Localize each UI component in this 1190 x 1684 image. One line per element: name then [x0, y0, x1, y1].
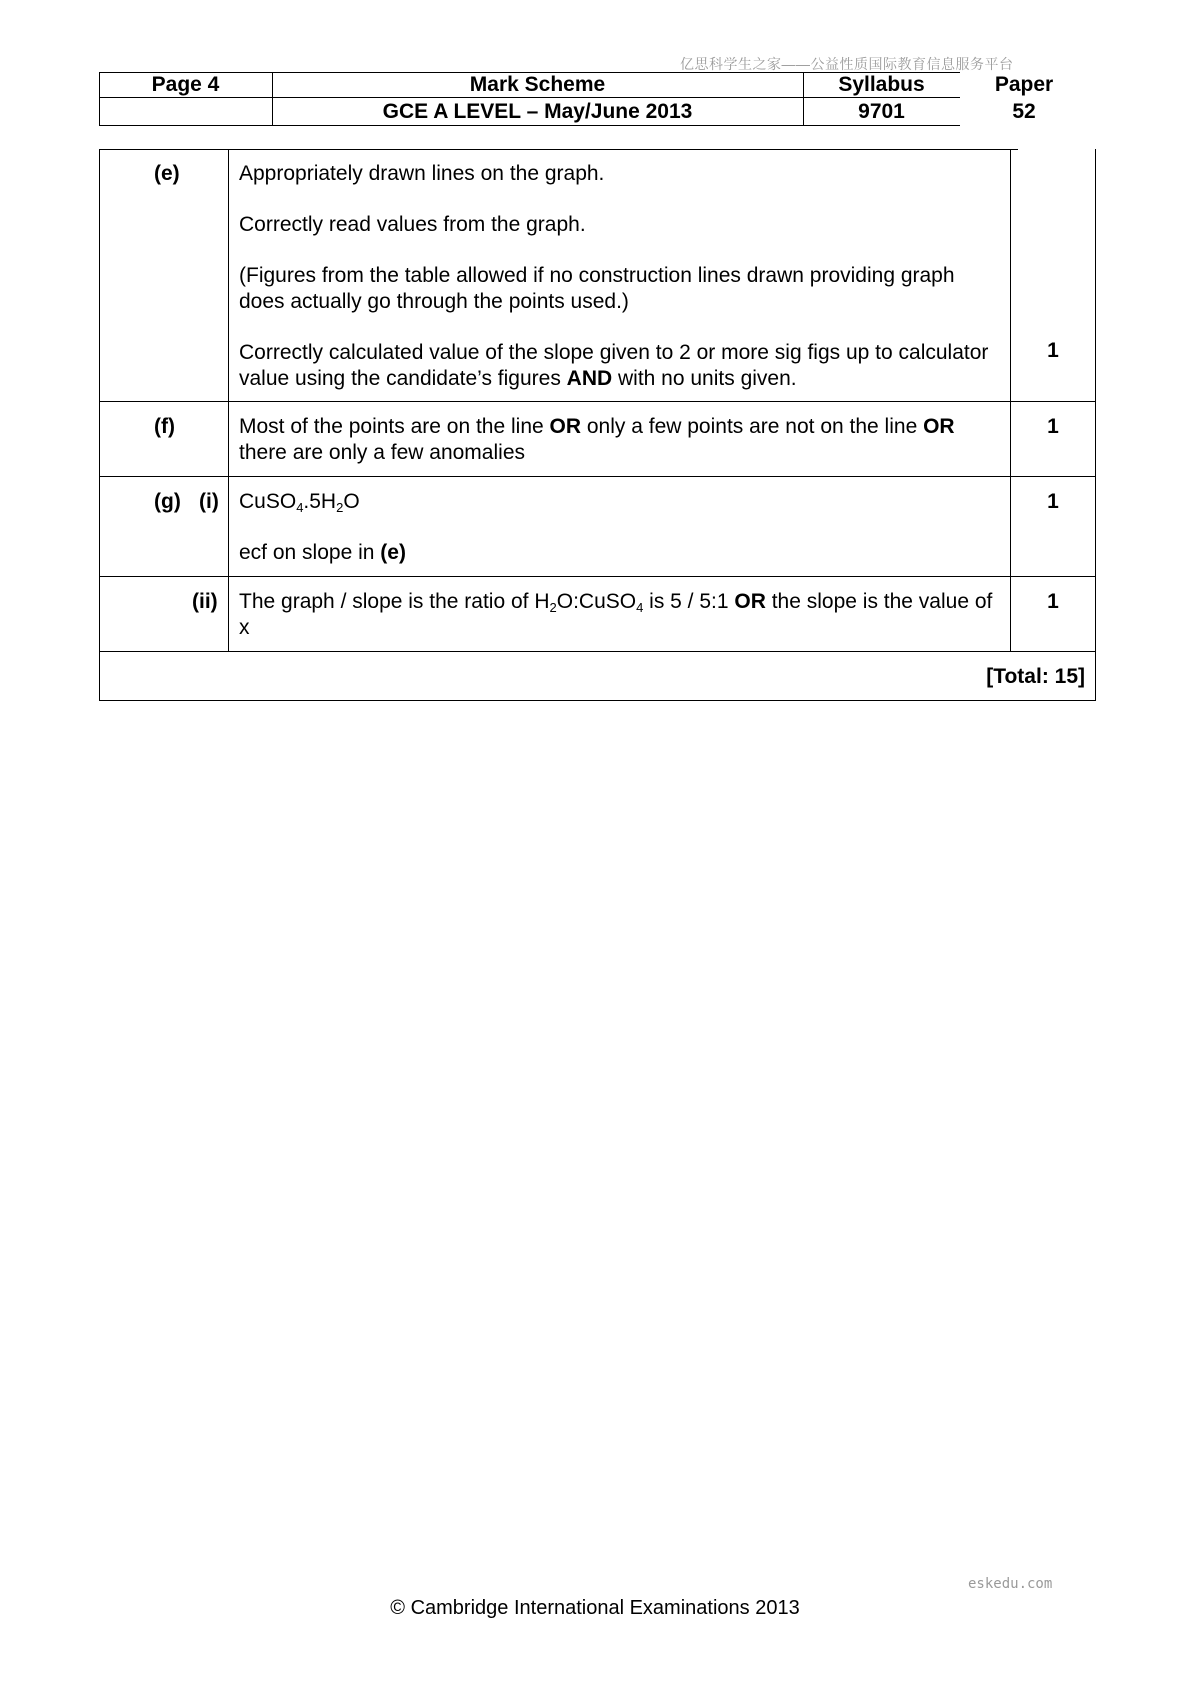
question-label-g-i: (i): [199, 490, 219, 513]
row-g-ii: [99, 577, 1096, 652]
mark-e: 1: [1047, 339, 1059, 362]
answer-g-ii: The graph / slope is the ratio of $H_2O:CuSO_4$ is 5 / 5:1 OR the slope is the value of x: [239, 590, 993, 639]
mark-g-i: 1: [1047, 490, 1059, 513]
page-number: Page 4: [151, 73, 220, 96]
paper-label: Paper: [994, 73, 1054, 96]
row-f: [99, 402, 1096, 477]
answer-e-line-2: Correctly read values from the graph.: [239, 213, 586, 236]
answer-f: Most of the points are on the line OR only a few points are not on the line OR there are only a few anomalies: [239, 415, 955, 464]
mark-scheme-table: [99, 149, 1096, 701]
question-label-g: (g): [154, 490, 181, 513]
mark-g-ii: 1: [1047, 590, 1059, 613]
syllabus-code: 9701: [858, 100, 905, 123]
row-g-i: [99, 477, 1096, 577]
answer-e-line-1: Appropriately drawn lines on the graph.: [239, 162, 605, 185]
question-label-e: (e): [154, 162, 180, 185]
document-title: Mark Scheme: [469, 73, 606, 96]
total-marks: [Total: 15]: [986, 665, 1085, 688]
formula-copper-sulfate: $CuSO_4.5H_2O$: [239, 490, 360, 515]
exam-name: GCE A LEVEL – May/June 2013: [382, 100, 693, 123]
answer-e-line-3: (Figures from the table allowed if no construction lines drawn providing graph does actually go through the points used.): [239, 264, 955, 313]
paper-number: 52: [1012, 100, 1036, 123]
copyright-footer: © Cambridge International Examinations 2013: [390, 1597, 800, 1619]
row-total: [99, 652, 1096, 701]
watermark-top: 亿思科学生之家——公益性质国际教育信息服务平台: [680, 56, 1014, 72]
row-e: [99, 149, 1096, 402]
mark-f: 1: [1047, 415, 1059, 438]
question-label-f: (f): [154, 415, 175, 438]
answer-g-i: $CuSO_4.5H_2O$ ecf on slope in (e): [229, 477, 1010, 576]
answer-e: [229, 149, 1010, 402]
question-label-g-ii: (ii): [192, 590, 218, 613]
watermark-bottom: eskedu.com: [968, 1576, 1053, 1592]
answer-e-line-4: Correctly calculated value of the slope given to 2 or more sig figs up to calculator value using the candidate’s figures AND with no units given.: [239, 341, 989, 390]
syllabus-label: Syllabus: [838, 73, 925, 96]
